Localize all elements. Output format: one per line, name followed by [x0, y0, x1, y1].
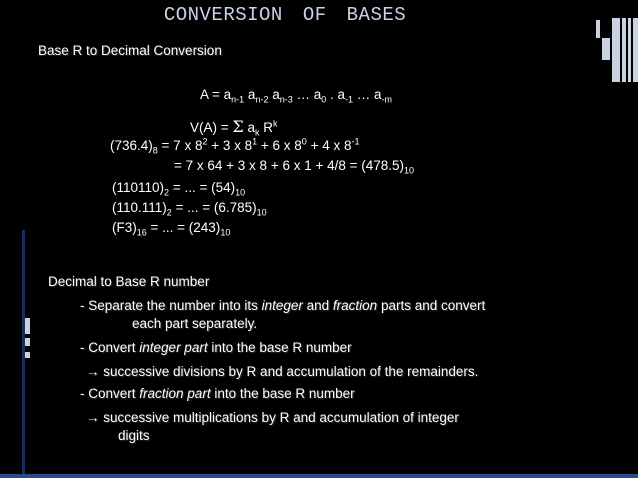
formula-sup: 2 [202, 136, 208, 147]
bullet-italic: integer part [139, 340, 208, 355]
formula-sub: 0 [321, 94, 327, 105]
formula-text: a [268, 87, 280, 102]
formula-sub: 2 [166, 207, 172, 218]
section-heading: Base R to Decimal Conversion [38, 43, 222, 58]
formula-sub: 2 [164, 187, 170, 198]
formula-sub: 10 [256, 207, 267, 218]
bullet-text: - Separate the number into its [80, 298, 262, 313]
bullet-continuation: digits [118, 428, 150, 443]
example-line [112, 220, 231, 238]
formula-sub: n-3 [279, 94, 293, 105]
bottom-accent-bar [0, 474, 638, 478]
bullet-italic: fraction part [139, 386, 211, 401]
formula-v [190, 117, 277, 136]
formula-text: (110110) [112, 180, 165, 195]
formula-text: = ... = (243) [146, 220, 221, 235]
formula-text: . a [326, 87, 346, 102]
formula-sub: 8 [152, 145, 158, 156]
bullet-text: - Convert [80, 340, 140, 355]
formula-text: + 3 x 8 [207, 138, 253, 153]
formula-sub: k [254, 127, 260, 138]
formula-text: = 7 x 8 [157, 138, 203, 153]
formula-sub: 10 [220, 227, 231, 238]
formula-text: … a [353, 87, 382, 102]
formula-text: (F3) [112, 220, 137, 235]
bullet-continuation: each part separately. [132, 316, 258, 331]
decor-block [22, 230, 25, 478]
formula-sub: 16 [136, 227, 147, 238]
title-word: CONVERSION [163, 4, 283, 26]
formula-sub: n-2 [255, 94, 269, 105]
formula-text: A = a [200, 87, 232, 102]
bullet-line [80, 386, 355, 401]
formula-sup: 0 [301, 136, 307, 147]
decor-stripe [602, 38, 610, 60]
bullet-line [80, 340, 352, 355]
formula-text: + 6 x 8 [257, 138, 302, 153]
bullet-line: → successive multiplications by R and accumulation of integer [86, 410, 459, 425]
formula-text: V(A) = [190, 120, 233, 135]
formula-text: (736.4) [110, 138, 153, 153]
decor-stripe [596, 20, 600, 38]
formula-text: (110.111) [112, 200, 167, 215]
bullet-line [80, 298, 485, 313]
example-line [110, 136, 360, 156]
formula-text: a [243, 120, 255, 135]
example-line [112, 180, 246, 198]
bullet-italic: fraction [332, 298, 378, 313]
formula-text: = ... = (54) [169, 180, 236, 195]
formula-sub: 10 [404, 165, 415, 176]
bullet-text: into the base R number [207, 340, 352, 355]
formula-text: a [244, 87, 256, 102]
section-heading: Decimal to Base R number [48, 274, 210, 289]
formula-sup: 1 [252, 136, 258, 147]
formula-text: + 4 x 8 [306, 138, 352, 153]
bullet-text: into the base R number [210, 386, 355, 401]
bullet-text: parts and convert [377, 298, 486, 313]
formula-sub: n-1 [231, 94, 245, 105]
formula-text: R [259, 120, 273, 135]
sigma-symbol: Σ [232, 117, 244, 136]
decor-stripe [633, 18, 638, 82]
example-line [174, 158, 415, 176]
bullet-line: → successive divisions by R and accumulation of the remainders. [86, 364, 479, 379]
formula-sub: -1 [345, 94, 354, 105]
formula-text: … a [292, 87, 322, 102]
decor-stripe [612, 18, 620, 82]
slide-title [0, 4, 570, 26]
formula-text: = ... = (6.785) [171, 200, 257, 215]
formula-sub: 10 [235, 187, 246, 198]
formula-sub: -m [381, 94, 393, 105]
example-line [112, 200, 267, 218]
bullet-italic: integer [261, 298, 303, 313]
formula-sup: k [272, 118, 278, 129]
title-word: OF [302, 4, 327, 26]
formula-a [200, 87, 393, 105]
title-word: BASES [346, 4, 407, 26]
decor-stripe [628, 18, 631, 82]
formula-text: = 7 x 64 + 3 x 8 + 6 x 1 + 4/8 = (478.5) [174, 158, 405, 173]
bullet-text: - Convert [80, 386, 140, 401]
decor-stripe [622, 18, 626, 82]
bullet-text: and [302, 298, 333, 313]
formula-sup: -1 [351, 136, 360, 147]
